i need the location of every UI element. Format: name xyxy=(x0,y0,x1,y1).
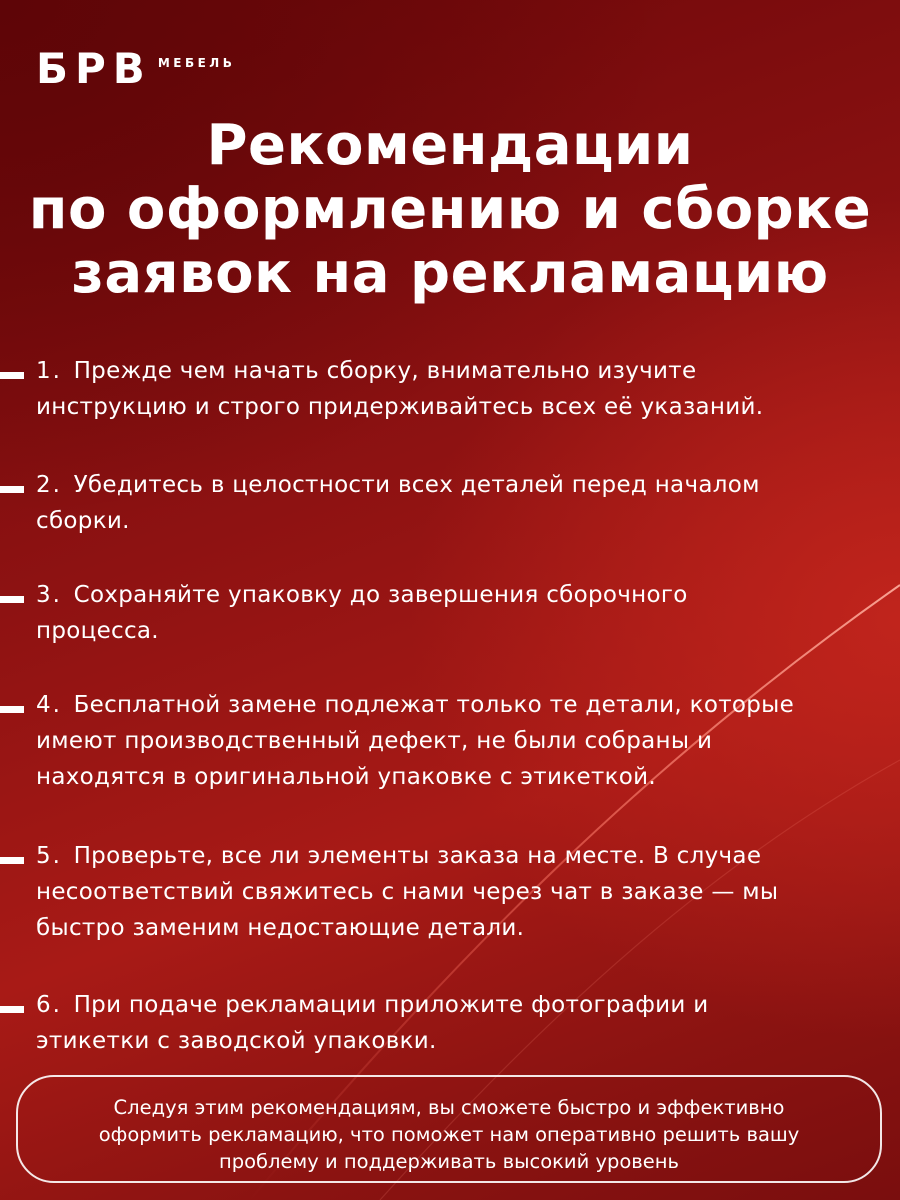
item-line: имеют производственный дефект, не были собраны и xyxy=(36,728,713,754)
item-text xyxy=(36,838,876,946)
item-number: 1. xyxy=(36,358,62,384)
item-number: 5. xyxy=(36,843,62,869)
item-line: Бесплатной замене подлежат только те детали, которые xyxy=(73,692,795,718)
item-line: Проверьте, все ли элементы заказа на месте. В случае xyxy=(73,843,762,869)
item-text xyxy=(36,467,876,539)
note-line-2: оформить рекламацию, что поможет нам оперативно решить вашу xyxy=(98,1123,800,1146)
bullet-dash xyxy=(0,372,24,379)
item-number: 4. xyxy=(36,692,62,718)
item-text xyxy=(36,353,876,425)
brand-subtitle: МЕБЕЛЬ xyxy=(157,56,236,70)
item-line: находятся в оригинальной упаковке с этикеткой. xyxy=(36,764,657,790)
item-number: 2. xyxy=(36,472,62,498)
bullet-dash xyxy=(0,857,24,864)
bullet-dash xyxy=(0,486,24,493)
brand-mark: БРВ xyxy=(36,44,152,93)
note-line-1: Следуя этим рекомендациям, вы сможете быстро и эффективно xyxy=(113,1096,785,1119)
page-title xyxy=(0,114,900,306)
item-line: Прежде чем начать сборку, внимательно изучите xyxy=(73,358,697,384)
summary-note xyxy=(16,1075,882,1183)
item-line: процесса. xyxy=(36,618,159,644)
brand-logo xyxy=(36,44,236,93)
item-line: Сохраняйте упаковку до завершения сборочного xyxy=(73,582,688,608)
bullet-dash xyxy=(0,1006,24,1013)
title-line-2: по оформлению и сборке xyxy=(28,177,872,242)
note-line-3: проблему и поддерживать высокий уровень xyxy=(218,1150,680,1173)
item-line: быстро заменим недостающие детали. xyxy=(36,915,525,941)
item-text xyxy=(36,687,876,795)
item-number: 3. xyxy=(36,582,62,608)
item-text xyxy=(36,987,876,1059)
title-line-1: Рекомендации xyxy=(206,113,694,178)
item-line: этикетки с заводской упаковки. xyxy=(36,1028,437,1054)
item-line: инструкцию и строго придерживайтесь всех её указаний. xyxy=(36,394,764,420)
item-line: Убедитесь в целостности всех деталей перед началом xyxy=(73,472,760,498)
item-line: несоответствий свяжитесь с нами через чат в заказе — мы xyxy=(36,879,779,905)
item-line: сборки. xyxy=(36,508,130,534)
item-text xyxy=(36,577,876,649)
item-line: При подаче рекламации приложите фотографии и xyxy=(73,992,709,1018)
item-number: 6. xyxy=(36,992,62,1018)
title-line-3: заявок на рекламацию xyxy=(71,241,829,306)
bullet-dash xyxy=(0,596,24,603)
bullet-dash xyxy=(0,706,24,713)
